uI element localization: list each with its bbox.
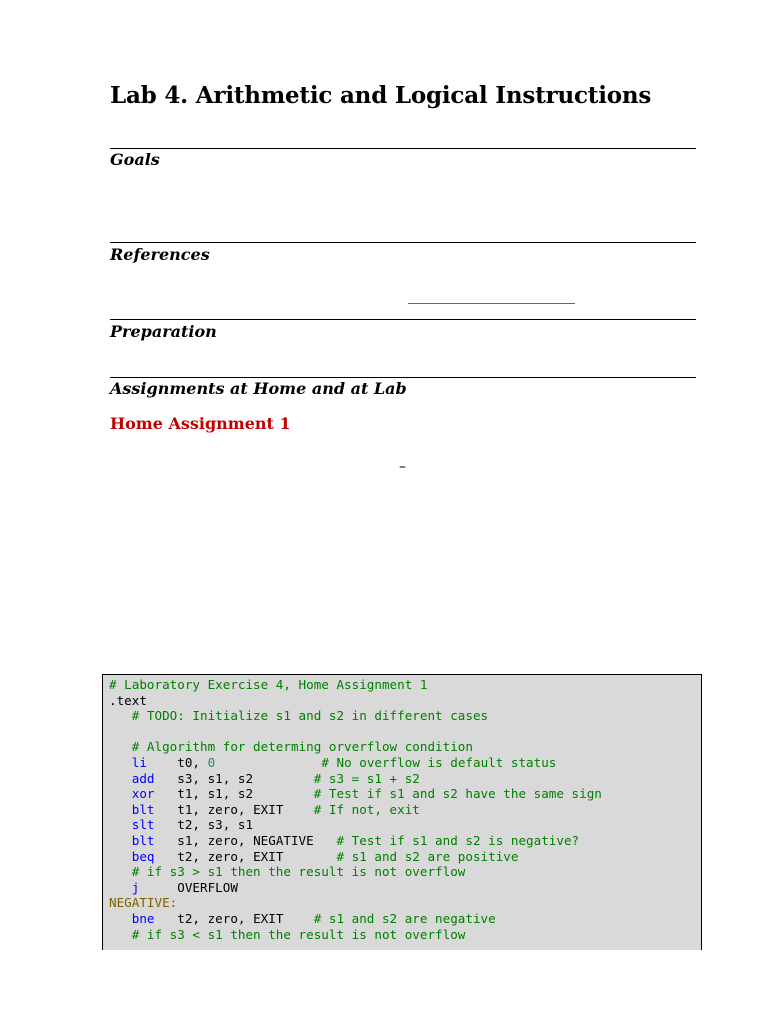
code-line: [109, 833, 602, 849]
document-title: Lab 4. Arithmetic and Logical Instructions: [110, 82, 652, 109]
code-token-comment: # Test if s1 and s2 is negative?: [336, 832, 580, 848]
stray-dash: –: [399, 459, 406, 475]
code-token-plain: t1, s1, s2: [154, 786, 314, 802]
code-line: [109, 849, 602, 865]
section-heading-assignments: Assignments at Home and at Lab: [110, 379, 407, 398]
code-line: [109, 755, 602, 771]
code-token-plain: OVERFLOW: [139, 879, 238, 895]
code-token-kw: blt: [131, 832, 155, 848]
code-token-plain: .text: [109, 692, 147, 708]
code-token-num: 0: [207, 754, 216, 770]
code-token-comment: # if s3 > s1 then the result is not overflow: [109, 864, 466, 880]
code-token-comment: # If not, exit: [313, 801, 420, 817]
code-token-comment: # s3 = s1 + s2: [313, 770, 420, 786]
code-line: [109, 693, 602, 709]
code-token-plain: [109, 802, 132, 817]
code-token-kw: j: [131, 879, 140, 895]
code-token-comment: # s1 and s2 are negative: [313, 910, 496, 926]
code-line: [109, 786, 602, 802]
section-heading-preparation: Preparation: [110, 322, 217, 341]
code-token-plain: t2, zero, EXIT: [154, 848, 337, 864]
code-line: [109, 864, 602, 880]
code-token-kw: slt: [131, 817, 155, 833]
code-listing: [102, 674, 702, 950]
code-token-kw: beq: [131, 848, 155, 864]
code-token-plain: [109, 911, 132, 926]
code-line: [109, 724, 602, 740]
section-divider: [110, 377, 696, 378]
code-line: [109, 895, 602, 911]
code-line: [109, 927, 602, 943]
code-line: [109, 802, 602, 818]
code-token-plain: s3, s1, s2: [154, 770, 314, 786]
code-token-plain: t2, s3, s1: [154, 817, 254, 833]
code-token-kw: xor: [131, 786, 155, 802]
code-token-comment: # No overflow is default status: [321, 754, 557, 770]
code-token-plain: [215, 755, 321, 770]
section-heading-references: References: [110, 245, 210, 264]
code-token-comment: # s1 and s2 are positive: [336, 848, 519, 864]
code-token-comment: # Test if s1 and s2 have the same sign: [313, 786, 602, 802]
code-token-plain: [109, 833, 132, 848]
hyperlink-underline[interactable]: [408, 303, 575, 304]
code-text: [109, 677, 602, 942]
section-divider: [110, 319, 696, 320]
code-line: [109, 677, 602, 693]
code-token-label: NEGATIVE:: [109, 895, 178, 911]
code-token-kw: li: [131, 754, 147, 770]
code-line: [109, 739, 602, 755]
code-line: [109, 911, 602, 927]
code-token-plain: [109, 880, 132, 895]
code-token-kw: blt: [131, 801, 155, 817]
home-assignment-heading: Home Assignment 1: [110, 414, 291, 433]
code-token-comment: # if s3 < s1 then the result is not overflow: [109, 926, 466, 942]
code-token-kw: add: [131, 770, 155, 786]
code-token-comment: # Laboratory Exercise 4, Home Assignment 1: [109, 677, 428, 692]
code-token-kw: bne: [131, 910, 155, 926]
code-line: [109, 708, 602, 724]
code-token-plain: t0,: [146, 754, 208, 770]
code-token-plain: [109, 817, 132, 832]
code-token-comment: # Algorithm for determing orverflow condition: [109, 739, 473, 755]
code-token-plain: [109, 786, 132, 801]
section-divider: [110, 148, 696, 149]
code-token-plain: [109, 771, 132, 786]
code-line: [109, 880, 602, 896]
code-token-plain: s1, zero, NEGATIVE: [154, 832, 337, 848]
code-token-plain: t1, zero, EXIT: [154, 801, 314, 817]
section-divider: [110, 242, 696, 243]
code-line: [109, 771, 602, 787]
code-token-plain: t2, zero, EXIT: [154, 910, 314, 926]
code-line: [109, 817, 602, 833]
section-heading-goals: Goals: [110, 150, 160, 169]
code-token-plain: [109, 755, 132, 770]
code-token-plain: [109, 849, 132, 864]
code-token-comment: # TODO: Initialize s1 and s2 in different cases: [109, 708, 489, 724]
